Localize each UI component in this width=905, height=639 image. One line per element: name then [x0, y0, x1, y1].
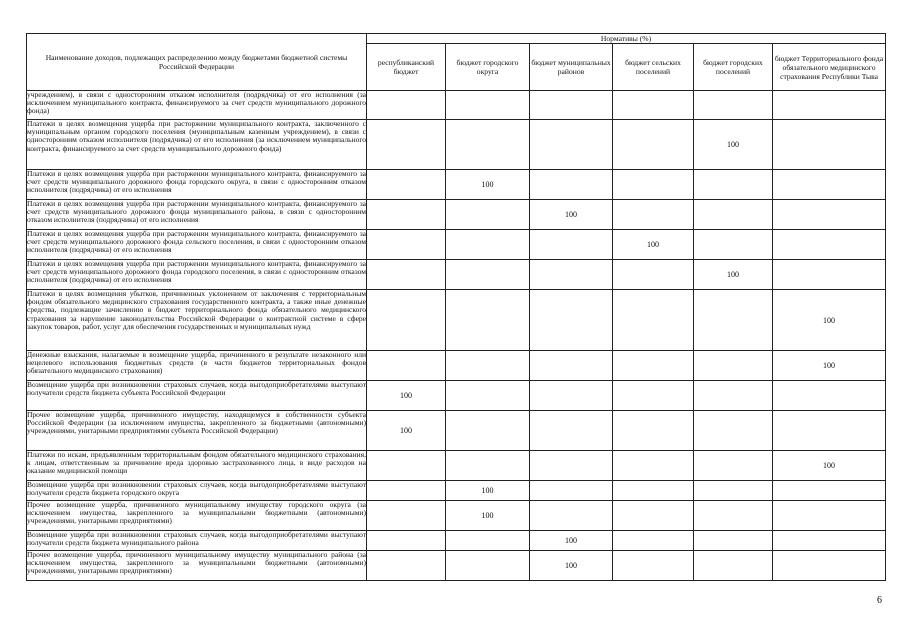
header-col-health-insurance-fund: бюджет Территориального фонда обязательного медицинского страхования Республики Тыва: [773, 44, 886, 91]
row-value-rural-settlements: [613, 481, 694, 501]
row-value-municipal-districts: [530, 260, 613, 290]
row-value-republican: [367, 91, 446, 120]
row-value-urban-settlements: [694, 200, 773, 230]
row-value-municipal-districts: 100: [530, 200, 613, 230]
header-col-city-district: бюджет городского округа: [446, 44, 530, 91]
table-row: [27, 290, 886, 351]
row-value-urban-settlements: 100: [694, 120, 773, 170]
row-value-health-insurance-fund: [773, 481, 886, 501]
row-value-health-insurance-fund: [773, 91, 886, 120]
table-row: [27, 481, 886, 501]
row-value-urban-settlements: [694, 290, 773, 351]
row-value-municipal-districts: 100: [530, 551, 613, 581]
row-value-health-insurance-fund: [773, 501, 886, 531]
row-value-republican: [367, 481, 446, 501]
row-description: Платежи по искам, предъявленным территориальным фондом обязательного медицинского страхования, к лицам, ответственным за причинение вреда здоровью застрахованного лица, в виде расходов на оказание медицинской помощи: [27, 451, 367, 481]
row-value-urban-settlements: 100: [694, 260, 773, 290]
row-value-rural-settlements: 100: [613, 230, 694, 260]
row-value-health-insurance-fund: 100: [773, 351, 886, 381]
row-value-urban-settlements: [694, 481, 773, 501]
row-value-republican: [367, 501, 446, 531]
header-revenue-name: Наименование доходов, подлежащих распределению между бюджетами бюджетной системы Российской Федерации: [27, 34, 367, 91]
row-description: Платежи в целях возмещения ущерба при расторжении муниципального контракта, финансируемого за счет средств муниципального дорожного фонда муниципального района, в связи с односторонним отказом исполнителя (подрядчика) от его исполнения: [27, 200, 367, 230]
row-value-rural-settlements: [613, 290, 694, 351]
table-row: [27, 120, 886, 170]
row-value-urban-settlements: [694, 451, 773, 481]
row-value-municipal-districts: [530, 120, 613, 170]
row-value-city-district: [446, 551, 530, 581]
row-value-city-district: [446, 260, 530, 290]
row-value-municipal-districts: [530, 290, 613, 351]
table-row: [27, 170, 886, 200]
row-value-city-district: [446, 91, 530, 120]
row-value-municipal-districts: 100: [530, 531, 613, 551]
row-value-urban-settlements: [694, 230, 773, 260]
table-row: [27, 381, 886, 411]
row-value-health-insurance-fund: [773, 381, 886, 411]
row-value-urban-settlements: [694, 351, 773, 381]
row-value-municipal-districts: [530, 501, 613, 531]
row-description: Возмещение ущерба при возникновении страховых случаев, когда выгодоприобретателями выступают получатели средств бюджета субъекта Российской Федерации: [27, 381, 367, 411]
row-value-urban-settlements: [694, 170, 773, 200]
row-value-republican: [367, 531, 446, 551]
row-value-republican: [367, 230, 446, 260]
row-value-republican: [367, 260, 446, 290]
row-value-municipal-districts: [530, 381, 613, 411]
row-description: Платежи в целях возмещения ущерба при расторжении муниципального контракта, финансируемого за счет средств муниципального дорожного фонда городского поселения, в связи с односторонним отказом исполнителя (подрядчика) от его исполнения: [27, 260, 367, 290]
row-value-rural-settlements: [613, 531, 694, 551]
row-value-city-district: 100: [446, 501, 530, 531]
row-value-republican: [367, 200, 446, 230]
row-value-municipal-districts: [530, 481, 613, 501]
row-description: Прочее возмещение ущерба, причиненного муниципальному имуществу муниципального района (за исключением имущества, закрепленного за муниципальными бюджетными (автономными) учреждениями, унитарными предприятиями): [27, 551, 367, 581]
row-value-rural-settlements: [613, 200, 694, 230]
row-value-rural-settlements: [613, 451, 694, 481]
row-value-republican: [367, 120, 446, 170]
row-value-city-district: 100: [446, 170, 530, 200]
row-description: Платежи в целях возмещения ущерба при расторжении муниципального контракта, заключенного с муниципальным органом городского поселения (муниципальным казенным учреждением), в связи с односторонним отказом исполнителя (подрядчика) от его исполнения (за исключением муниципального контракта, финансируемого за счет средств муниципального дорожного фонда): [27, 120, 367, 170]
row-value-municipal-districts: [530, 230, 613, 260]
row-value-rural-settlements: [613, 351, 694, 381]
row-value-urban-settlements: [694, 531, 773, 551]
row-value-rural-settlements: [613, 411, 694, 451]
row-value-city-district: [446, 290, 530, 351]
row-value-municipal-districts: [530, 91, 613, 120]
row-value-rural-settlements: [613, 551, 694, 581]
row-value-municipal-districts: [530, 411, 613, 451]
row-value-city-district: [446, 120, 530, 170]
row-description: Прочее возмещение ущерба, причиненного муниципальному имуществу городского округа (за исключением имущества, закрепленного за муниципальными бюджетными (автономными) учреждениями, унитарными предприятиями): [27, 501, 367, 531]
row-value-city-district: [446, 381, 530, 411]
page-number: 6: [877, 595, 882, 606]
table-row: [27, 230, 886, 260]
table-row: [27, 91, 886, 120]
row-description: Денежные взыскания, налагаемые в возмещение ущерба, причиненного в результате незаконного или нецелевого использования бюджетных средств (в части бюджетов территориальных фондов обязательного медицинского страхования): [27, 351, 367, 381]
row-value-health-insurance-fund: [773, 411, 886, 451]
row-description: Платежи в целях возмещения ущерба при расторжении муниципального контракта, финансируемого за счет средств муниципального дорожного фонда городского округа, в связи с односторонним отказом исполнителя (подрядчика) от его исполнения: [27, 170, 367, 200]
table-row: [27, 501, 886, 531]
row-value-rural-settlements: [613, 170, 694, 200]
row-value-urban-settlements: [694, 411, 773, 451]
row-value-rural-settlements: [613, 381, 694, 411]
row-value-rural-settlements: [613, 501, 694, 531]
row-value-rural-settlements: [613, 260, 694, 290]
row-value-urban-settlements: [694, 381, 773, 411]
row-value-city-district: [446, 351, 530, 381]
header-norms-group: Нормативы (%): [367, 34, 886, 44]
row-description: Возмещение ущерба при возникновении страховых случаев, когда выгодоприобретателями выступают получатели средств бюджета муниципального района: [27, 531, 367, 551]
row-value-city-district: [446, 200, 530, 230]
row-value-health-insurance-fund: [773, 170, 886, 200]
row-value-republican: [367, 290, 446, 351]
row-value-health-insurance-fund: [773, 551, 886, 581]
table-row: [27, 551, 886, 581]
row-description: Прочее возмещение ущерба, причиненного имуществу, находящемуся в собственности субъекта Российской Федерации (за исключением имущества, закрепленного за бюджетными (автономными) учреждениями, унитарными предприятиями субъекта Российской Федерации): [27, 411, 367, 451]
row-value-health-insurance-fund: 100: [773, 290, 886, 351]
row-value-urban-settlements: [694, 91, 773, 120]
row-value-health-insurance-fund: 100: [773, 451, 886, 481]
row-value-city-district: [446, 451, 530, 481]
row-value-urban-settlements: [694, 551, 773, 581]
row-value-health-insurance-fund: [773, 200, 886, 230]
table-row: [27, 531, 886, 551]
row-value-city-district: [446, 531, 530, 551]
row-value-republican: [367, 351, 446, 381]
row-description: Платежи в целях возмещения убытков, причиненных уклонением от заключения с территориальным фондом обязательного медицинского страхования государственного контракта, а также иные денежные средства, подлежащие зачислению в бюджет территориального фонда обязательного медицинского страхования за нарушение законодательства Российской Федерации о контрактной системе в сфере закупок товаров, работ, услуг для обеспечения государственных и муниципальных нужд: [27, 290, 367, 351]
table-row: [27, 351, 886, 381]
revenue-distribution-table: [26, 33, 886, 581]
table-row: [27, 260, 886, 290]
row-value-city-district: [446, 411, 530, 451]
row-description: Возмещение ущерба при возникновении страховых случаев, когда выгодоприобретателями выступают получатели средств бюджета городского округа: [27, 481, 367, 501]
row-description: учреждением), в связи с односторонним отказом исполнителя (подрядчика) от его исполнения (за исключением муниципального контракта, финансируемого за счет средств муниципального дорожного фонда): [27, 91, 367, 120]
row-value-city-district: [446, 230, 530, 260]
row-value-republican: 100: [367, 411, 446, 451]
row-description: Платежи в целях возмещения ущерба при расторжении муниципального контракта, финансируемого за счет средств муниципального дорожного фонда сельского поселения, в связи с односторонним отказом исполнителя (подрядчика) от его исполнения: [27, 230, 367, 260]
row-value-municipal-districts: [530, 170, 613, 200]
row-value-republican: [367, 551, 446, 581]
row-value-urban-settlements: [694, 501, 773, 531]
header-col-municipal-districts: бюджет муниципальных районов: [530, 44, 613, 91]
header-col-rural-settlements: бюджет сельских поселений: [613, 44, 694, 91]
row-value-republican: [367, 451, 446, 481]
row-value-rural-settlements: [613, 120, 694, 170]
row-value-city-district: 100: [446, 481, 530, 501]
header-col-urban-settlements: бюджет городских поселений: [694, 44, 773, 91]
row-value-municipal-districts: [530, 351, 613, 381]
table-row: [27, 411, 886, 451]
row-value-republican: [367, 170, 446, 200]
row-value-municipal-districts: [530, 451, 613, 481]
row-value-republican: 100: [367, 381, 446, 411]
table-row: [27, 451, 886, 481]
row-value-health-insurance-fund: [773, 260, 886, 290]
row-value-health-insurance-fund: [773, 531, 886, 551]
row-value-health-insurance-fund: [773, 230, 886, 260]
row-value-rural-settlements: [613, 91, 694, 120]
row-value-health-insurance-fund: [773, 120, 886, 170]
table-row: [27, 200, 886, 230]
header-col-republican: республиканский бюджет: [367, 44, 446, 91]
